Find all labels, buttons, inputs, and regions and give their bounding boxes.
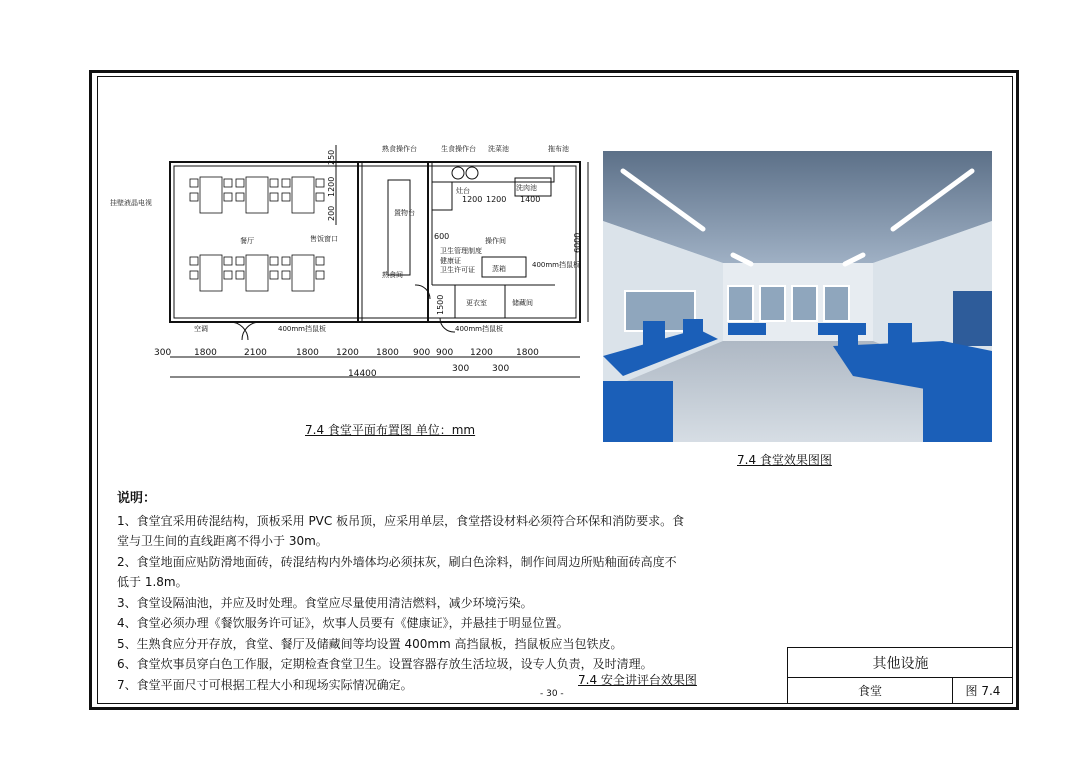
label-stove: 灶台 <box>456 187 470 195</box>
dim-bottom-5: 1800 <box>376 348 399 358</box>
dim-top-200: 200 <box>327 205 336 221</box>
label-tv: 挂壁液晶电视 <box>110 199 152 207</box>
label-rat-board-1: 400mm挡鼠板 <box>278 325 326 333</box>
canteen-render-image <box>603 151 992 442</box>
dim-stove-1: 1200 <box>486 195 507 204</box>
label-mop-sink: 拖布池 <box>548 145 569 153</box>
notes-heading: 说明： <box>117 491 157 506</box>
label-cooked-room: 熟食间 <box>382 271 403 279</box>
notes-line: 7、食堂平面尺寸可根据工程大小和现场实际情况确定。 <box>117 677 413 692</box>
dim-bottom-1: 1800 <box>194 348 217 358</box>
notes-line: 低于 1.8m。 <box>117 575 188 589</box>
label-ac: 空调 <box>194 325 208 333</box>
safety-platform-caption: 7.4 安全讲评台效果图 <box>578 673 697 687</box>
notes-line: 2、食堂地面应贴防滑地面砖，砖混结构内外墙体均必须抹灰，刷白色涂料，制作间周边所贴釉面砖高度不 <box>117 554 677 569</box>
title-block-name: 食堂 <box>788 677 953 704</box>
dim-sub-300b: 300 <box>492 364 510 374</box>
dim-bottom-9: 1800 <box>516 348 539 358</box>
photo-caption: 7.4 食堂效果图图 <box>737 453 832 467</box>
title-block-category: 其他设施 <box>788 648 1013 678</box>
dim-stove-0: 1200 <box>462 195 483 204</box>
dim-600: 600 <box>434 232 450 241</box>
dim-bottom-4: 1200 <box>336 348 359 358</box>
dim-bottom-2: 2100 <box>244 348 267 358</box>
dim-top-250: 250 <box>327 149 336 165</box>
dim-top-1200: 1200 <box>327 176 336 197</box>
notes-line: 3、食堂设隔油池，并应及时处理。食堂应尽量使用清洁燃料，减少环境污染。 <box>117 595 533 610</box>
dim-bottom-7: 900 <box>436 348 454 358</box>
label-serving-window: 售饭窗口 <box>310 235 338 243</box>
dim-sub-300a: 300 <box>452 364 470 374</box>
label-raw-prep: 生食操作台 <box>441 145 476 153</box>
notes-line: 堂与卫生间的直线距离不得小于 30m。 <box>117 534 328 548</box>
label-meat-sink: 洗肉池 <box>516 184 537 192</box>
label-changing: 更衣室 <box>466 299 487 307</box>
label-veg-sink: 洗菜池 <box>488 145 509 153</box>
page-number: - 30 - <box>540 689 564 699</box>
notes-line: 1、食堂宜采用砖混结构，顶板采用 PVC 板吊顶，应采用单层，食堂搭设材料必须符合环保和消防要求。食 <box>117 513 685 528</box>
label-rat-board-2: 400mm挡鼠板 <box>455 325 503 333</box>
dim-bottom-3: 1800 <box>296 348 319 358</box>
dim-right: 6000 <box>573 232 582 253</box>
label-hygiene-permit: 卫生许可证 <box>440 266 475 274</box>
label-shelf: 置物台 <box>394 209 415 217</box>
dim-1500: 1500 <box>436 294 445 315</box>
dim-bottom-6: 900 <box>413 348 431 358</box>
title-block-figure: 图 7.4 <box>965 684 1001 698</box>
notes-section <box>117 489 757 695</box>
label-health-cert: 健康证 <box>440 257 461 265</box>
label-cooked-prep: 熟食操作台 <box>382 145 417 153</box>
floor-plan <box>110 135 610 385</box>
label-storage: 储藏间 <box>512 299 533 307</box>
label-rat-board-3: 400mm挡鼠板 <box>532 261 580 269</box>
notes-line: 4、食堂必须办理《餐饮服务许可证》，炊事人员要有《健康证》，并悬挂于明显位置。 <box>117 616 569 630</box>
notes-line: 6、食堂炊事员穿白色工作服，定期检查食堂卫生。设置容器存放生活垃圾，设专人负责，及时清理。 <box>117 657 653 671</box>
title-block <box>787 647 1013 704</box>
dim-total: 14400 <box>348 369 377 379</box>
dim-bottom-0: 300 <box>154 348 172 358</box>
dim-stove-2: 1400 <box>520 195 541 204</box>
dim-bottom-8: 1200 <box>470 348 493 358</box>
notes-line: 5、生熟食应分开存放，食堂、餐厅及储藏间等均设置 400mm 高挡鼠板，挡鼠板应当包铁皮。 <box>117 636 623 651</box>
label-hygiene-rules: 卫生管理制度 <box>440 247 482 255</box>
label-steamer: 蒸箱 <box>492 265 506 273</box>
label-workroom: 操作间 <box>485 237 506 245</box>
label-dining: 餐厅 <box>240 237 254 245</box>
plan-caption: 7.4 食堂平面布置图 单位：mm <box>305 423 476 437</box>
